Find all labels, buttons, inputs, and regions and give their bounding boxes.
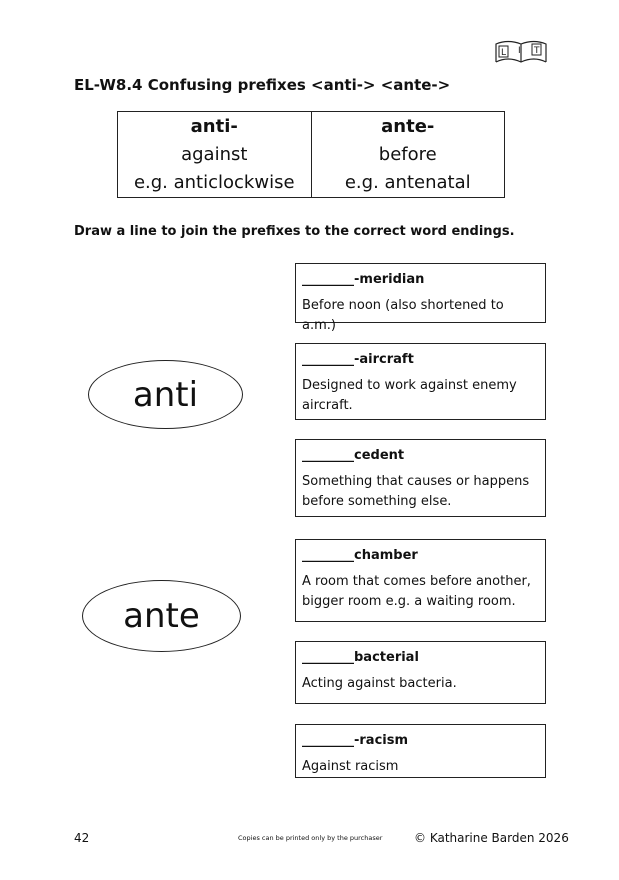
page-number: 42	[74, 831, 90, 845]
word-ending-card[interactable]	[295, 439, 546, 517]
word-definition: Designed to work against enemy aircraft.	[302, 378, 517, 413]
word-ending-card[interactable]	[295, 641, 546, 704]
prefix-ellipse-anti[interactable]: anti	[88, 360, 243, 429]
prefix-ellipse-ante[interactable]: ante	[82, 580, 241, 652]
prefix-cell-ante	[311, 112, 505, 198]
page-title: EL-W8.4 Confusing prefixes <anti-> <ante->	[74, 76, 451, 94]
word-ending: ________-racism	[302, 733, 409, 748]
prefix-table	[117, 111, 505, 198]
prefix-example: e.g. anticlockwise	[133, 171, 295, 193]
prefix-meaning: before	[378, 143, 437, 165]
word-ending-card[interactable]	[295, 724, 546, 778]
word-ending-card[interactable]	[295, 263, 546, 333]
prefix-cell-anti	[118, 112, 312, 198]
word-definition: Acting against bacteria.	[302, 676, 457, 691]
prefix-example: e.g. antenatal	[344, 171, 471, 193]
word-ending-card[interactable]	[295, 343, 546, 420]
open-book-logo-icon	[493, 36, 549, 66]
svg-text:L: L	[501, 48, 507, 58]
word-ending: ________chamber	[302, 548, 418, 563]
word-ending-card[interactable]	[295, 539, 546, 622]
prefix-heading: ante-	[381, 115, 435, 137]
word-definition: Against racism	[302, 759, 399, 774]
word-ending: ________cedent	[302, 448, 405, 463]
copyright: © Katharine Barden 2026	[414, 831, 569, 845]
prefix-heading: anti-	[190, 115, 238, 137]
svg-text:I: I	[518, 46, 521, 56]
svg-text:T: T	[534, 46, 540, 56]
word-definition: A room that comes before another, bigger room e.g. a waiting room.	[302, 574, 531, 609]
word-ending: ________-aircraft	[302, 352, 414, 367]
word-definition: Before noon (also shortened to a.m.)	[302, 298, 504, 333]
instructions: Draw a line to join the prefixes to the correct word endings.	[74, 224, 515, 239]
prefix-meaning: against	[181, 143, 248, 165]
word-ending: ________bacterial	[302, 650, 419, 665]
copy-note: Copies can be printed only by the purchaser	[238, 834, 383, 842]
word-ending: ________-meridian	[302, 272, 425, 287]
word-definition: Something that causes or happens before something else.	[302, 474, 530, 509]
